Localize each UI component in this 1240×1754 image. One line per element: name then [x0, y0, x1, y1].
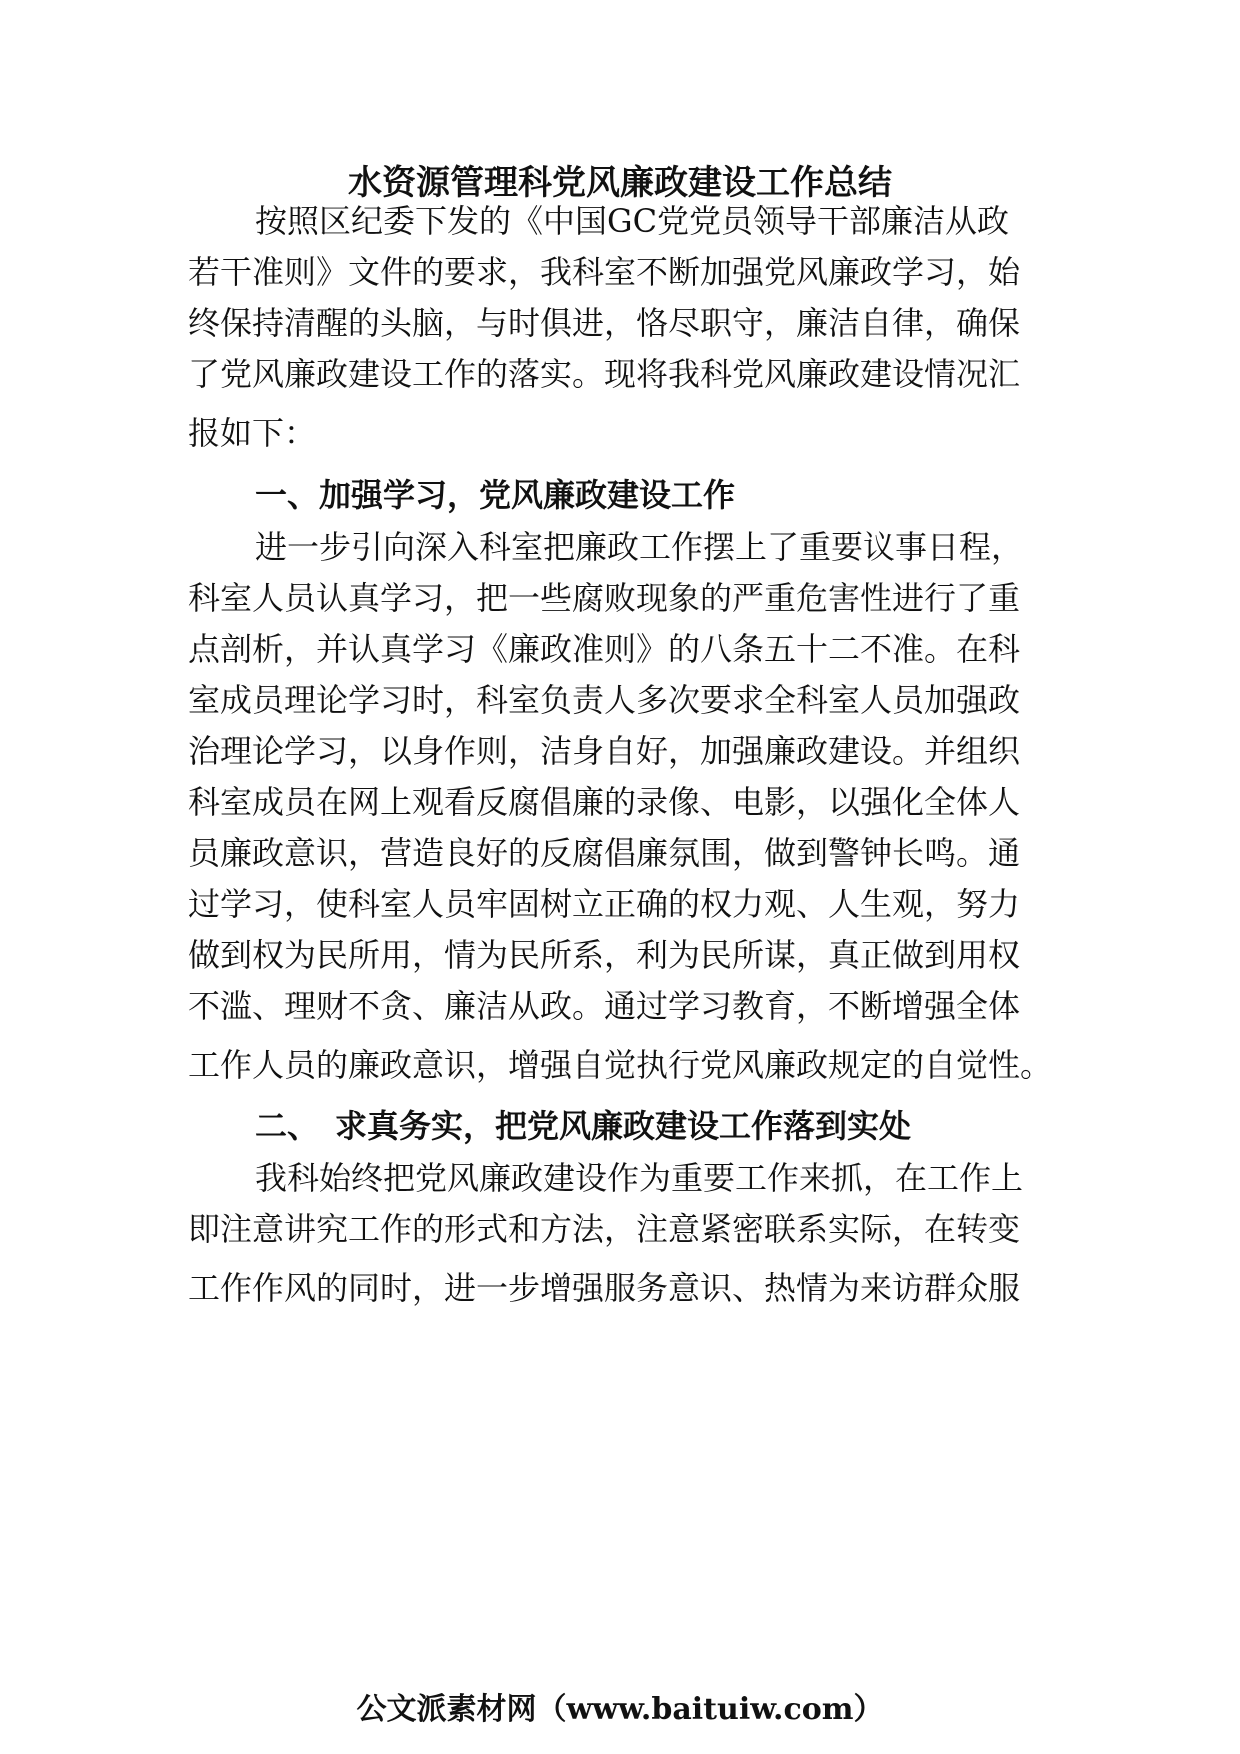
paragraph-line: 我科始终把党风廉政建设作为重要工作来抓，在工作上: [255, 1159, 1024, 1197]
paragraph-line: 点剖析，并认真学习《廉政准则》的八条五十二不准。在科: [188, 630, 1021, 668]
document-title: 水资源管理科党风廉政建设工作总结: [348, 163, 892, 203]
paragraph-line: 了党风廉政建设工作的落实。现将我科党风廉政建设情况汇: [188, 355, 1021, 393]
paragraph-line: 进一步引向深入科室把廉政工作摆上了重要议事日程，: [255, 528, 1024, 566]
section-heading-1: 一、加强学习，党风廉政建设工作: [255, 476, 736, 514]
footer-watermark: 公文派素材网（www.baituiw.com）: [356, 1692, 884, 1727]
paragraph-line: 治理论学习，以身作则，洁身自好，加强廉政建设。并组织: [188, 732, 1021, 770]
paragraph-line: 工作人员的廉政意识，增强自觉执行党风廉政规定的自觉性。: [188, 1046, 1053, 1084]
paragraph-line: 过学习，使科室人员牢固树立正确的权力观、人生观，努力: [188, 885, 1021, 923]
paragraph-line: 按照区纪委下发的《中国GC党党员领导干部廉洁从政: [255, 202, 1010, 240]
paragraph-line: 若干准则》文件的要求，我科室不断加强党风廉政学习，始: [188, 253, 1021, 291]
paragraph-line: 不滥、理财不贪、廉洁从政。通过学习教育，不断增强全体: [188, 987, 1021, 1025]
paragraph-line: 科室人员认真学习，把一些腐败现象的严重危害性进行了重: [188, 579, 1021, 617]
paragraph-line: 工作作风的同时，进一步增强服务意识、热情为来访群众服: [188, 1269, 1021, 1307]
paragraph-line: 科室成员在网上观看反腐倡廉的录像、电影，以强化全体人: [188, 783, 1021, 821]
paragraph-line: 报如下：: [188, 414, 317, 452]
paragraph-line: 员廉政意识，营造良好的反腐倡廉氛围，做到警钟长鸣。通: [188, 834, 1021, 872]
paragraph-line: 室成员理论学习时，科室负责人多次要求全科室人员加强政: [188, 681, 1021, 719]
paragraph-line: 做到权为民所用，情为民所系，利为民所谋，真正做到用权: [188, 936, 1021, 974]
section-heading-2: 二、 求真务实，把党风廉政建设工作落到实处: [255, 1107, 912, 1145]
paragraph-line: 即注意讲究工作的形式和方法，注意紧密联系实际，在转变: [188, 1210, 1021, 1248]
paragraph-line: 终保持清醒的头脑，与时俱进，恪尽职守，廉洁自律，确保: [188, 304, 1021, 342]
